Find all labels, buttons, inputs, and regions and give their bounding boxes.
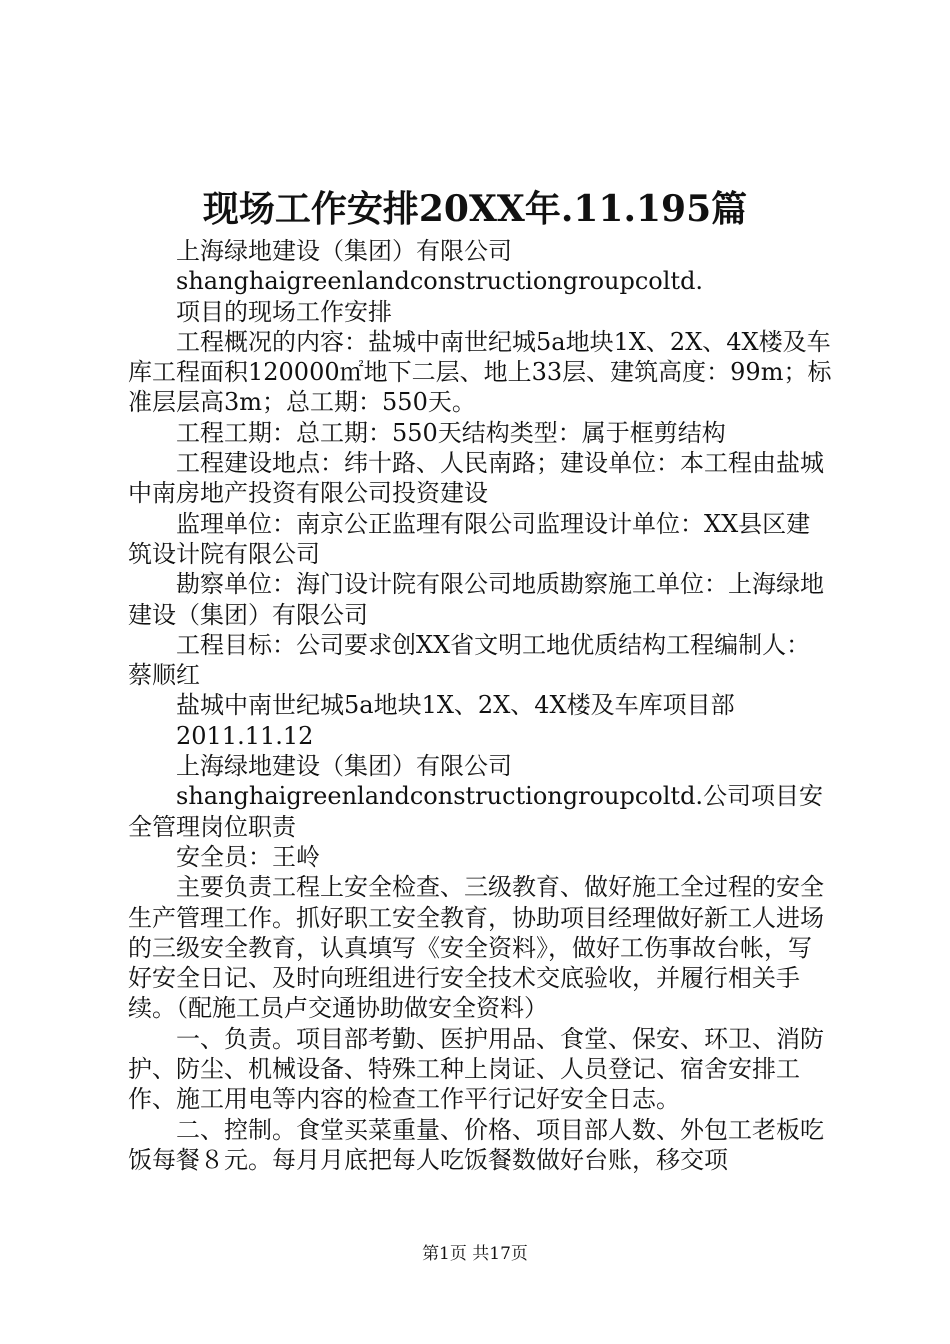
paragraph-survey: 勘察单位：海门设计院有限公司地质勘察施工单位：上海绿地建设（集团）有限公司 <box>128 570 824 629</box>
paragraph-main-duties: 主要负责工程上安全检查、三级教育、做好施工全过程的安全生产管理工作。抓好职工安全教育，协助项目经理做好新工人进场的三级安全教育，认真填写《安全资料》，做好工伤事故台帐，写好安全日记、及时向班组进行安全技术交底验收，并履行相关手续。（配施工员卢交通协助做安全资料） <box>128 873 824 1023</box>
paragraph-company-name-2: 上海绿地建设（集团）有限公司 <box>176 752 512 781</box>
paragraph-schedule: 工程工期：总工期：550天结构类型：属于框剪结构 <box>176 418 726 447</box>
paragraph-date: 2011.11.12 <box>176 721 314 750</box>
paragraph-duty-one: 一、负责。项目部考勤、医护用品、食堂、保安、环卫、消防护、防尘、机械设备、特殊工种上岗证、人员登记、宿舍安排工作、施工用电等内容的检查工作平行记好安全日志。 <box>128 1024 824 1114</box>
paragraph-overview: 工程概况的内容：盐城中南世纪城5a地块1X、2X、4X楼及车库工程面积120000㎡地下二层、地上33层、建筑高度：99m；标准层层高3m；总工期：550天。 <box>128 327 832 417</box>
paragraph-duty-two: 二、控制。食堂买菜重量、价格、项目部人数、外包工老板吃饭每餐８元。每月月底把每人吃饭餐数做好台账，移交项 <box>128 1115 824 1174</box>
paragraph-heading: 项目的现场工作安排 <box>176 297 392 326</box>
paragraph-company-name: 上海绿地建设（集团）有限公司 <box>176 237 512 265</box>
paragraph-project-dept: 盐城中南世纪城5a地块1X、2X、4X楼及车库项目部 <box>176 691 735 720</box>
paragraph-location: 工程建设地点：纬十路、人民南路；建设单位：本工程由盐城中南房地产投资有限公司投资建设 <box>128 449 824 508</box>
document-body <box>128 236 834 1175</box>
page-footer: 第1页 共17页 <box>422 1244 528 1264</box>
paragraph-safety-officer: 安全员：王岭 <box>176 842 320 871</box>
paragraph-supervision: 监理单位：南京公正监理有限公司监理设计单位：XX县区建筑设计院有限公司 <box>128 509 811 568</box>
paragraph-company-english-duties: shanghaigreenlandconstructiongroupcoltd.公司项目安全管理岗位职责 <box>128 782 824 841</box>
paragraph-target: 工程目标：公司要求创XX省文明工地优质结构工程编制人：蔡顺红 <box>128 630 811 690</box>
paragraph-company-english: shanghaigreenlandconstructiongroupcoltd. <box>176 267 704 296</box>
document-title: 现场工作安排20XX年.11.195篇 <box>202 188 748 230</box>
